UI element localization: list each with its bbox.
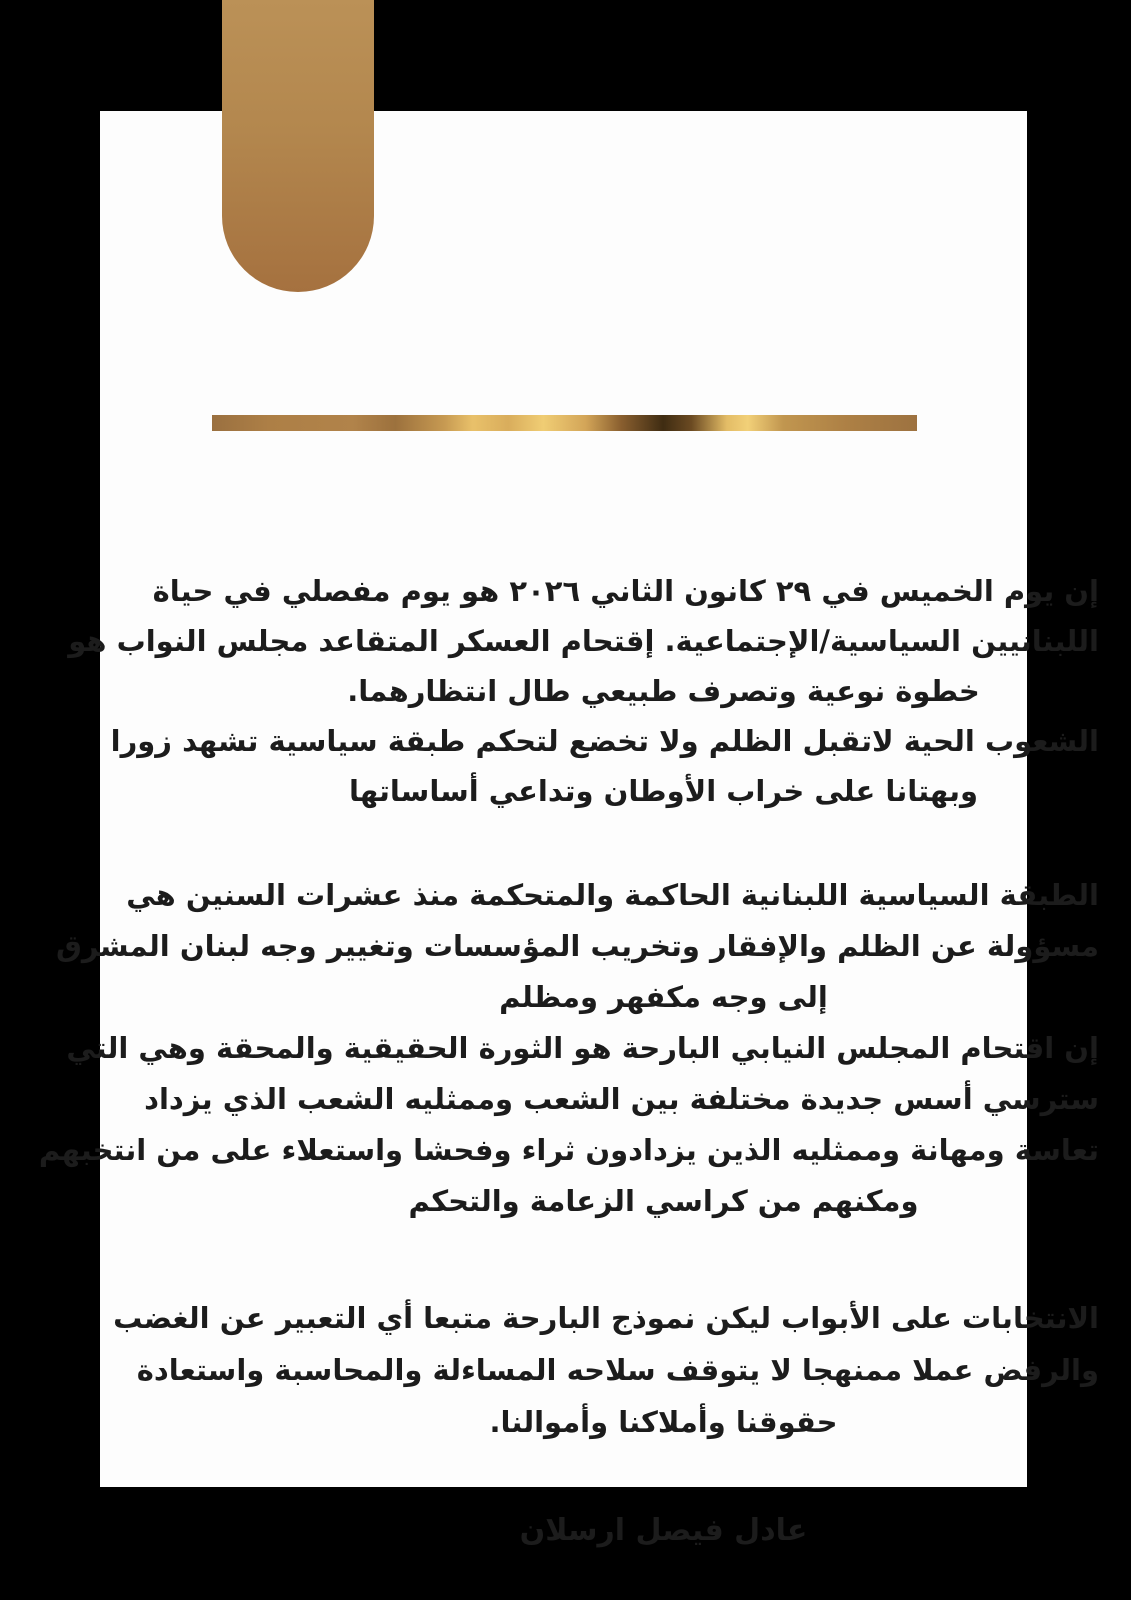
statement-card xyxy=(38,111,1099,1548)
statement-line: وبهتانا على خراب الأوطان وتداعي أساساتها xyxy=(348,774,978,808)
statement-line: الشعوب الحية لاتقبل الظلم ولا تخضع لتحكم طبقة سياسية تشهد زورا xyxy=(110,724,1099,758)
statement-line: مسؤولة عن الظلم والإفقار وتخريب المؤسسات وتغيير وجه لبنان المشرق xyxy=(55,929,1099,963)
statement-paragraph-3 xyxy=(113,1292,1099,1448)
statement-line: إن يوم الخميس في ٢٩ كانون الثاني ٢٠٢٦ هو يوم مفصلي في حياة xyxy=(152,574,1099,608)
statement-line: حقوقنا وأملاكنا وأموالنا. xyxy=(489,1405,838,1439)
statement-line: اللبنانيين السياسية/الإجتماعية. إقتحام العسكر المتقاعد مجلس النواب هو xyxy=(68,624,1099,658)
statement-line: تعاسة ومهانة وممثليه الذين يزدادون ثراء وفحشا واستعلاء على من انتخبهم xyxy=(38,1133,1099,1167)
statement-paragraph-2 xyxy=(38,870,1099,1227)
statement-line: ومكنهم من كراسي الزعامة والتحكم xyxy=(408,1184,919,1218)
statement-line: والرفض عملا ممنهجا لا يتوقف سلاحه المساءلة والمحاسبة واستعادة xyxy=(136,1353,1099,1387)
statement-line: إلى وجه مكفهر ومظلم xyxy=(499,980,828,1014)
statement-line: إن اقتحام المجلس النيابي البارحة هو الثورة الحقيقية والمحقة وهي التي xyxy=(66,1031,1099,1065)
author-signature: عادل فيصل ارسلان xyxy=(519,1513,808,1548)
bookmark-ribbon-icon xyxy=(222,0,374,292)
statement-line: الانتخابات على الأبواب ليكن نموذج البارحة متبعا أي التعبير عن الغضب xyxy=(113,1301,1099,1335)
statement-line: سترسي أسس جديدة مختلفة بين الشعب وممثليه الشعب الذي يزداد xyxy=(144,1082,1099,1116)
statement-line: خطوة نوعية وتصرف طبيعي طال انتظارهما. xyxy=(347,674,980,708)
statement-line: الطبقة السياسية اللبنانية الحاكمة والمتحكمة منذ عشرات السنين هي xyxy=(126,878,1099,912)
gold-gradient-divider-icon xyxy=(212,415,917,431)
statement-paragraph-1 xyxy=(68,566,1099,816)
